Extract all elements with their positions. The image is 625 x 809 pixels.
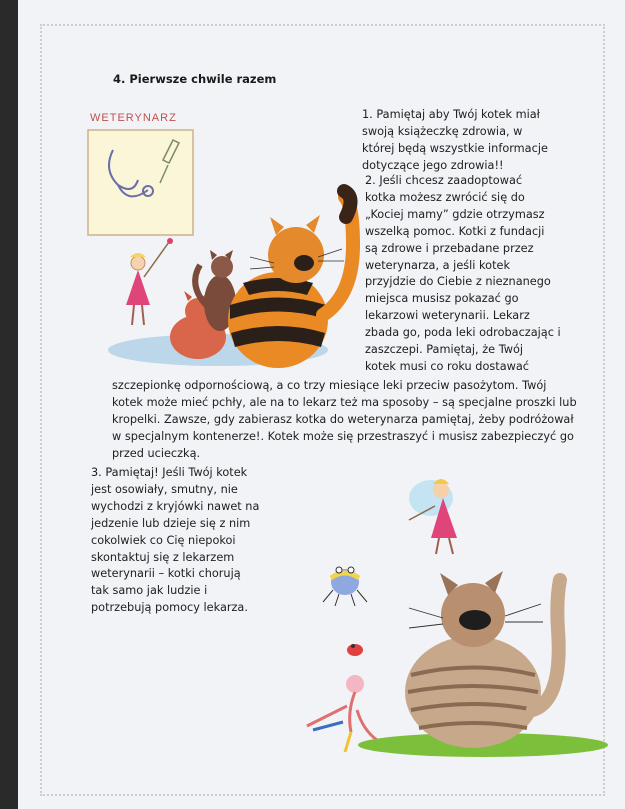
text-line: cokolwiek co Cię niepokoi xyxy=(91,533,236,547)
vet-cats-illustration xyxy=(78,105,368,375)
text-line: kropelki. Zawsze, gdy zabierasz kotka do weterynarza pamiętaj, żeby podróżował xyxy=(112,412,574,426)
paragraph-2-continued xyxy=(112,378,588,463)
text-line: przyjdzie do Ciebie z nieznanego xyxy=(365,275,551,289)
text-line: „Kociej mamy” gdzie otrzymasz xyxy=(365,207,545,221)
text-line: miejsca musisz pokazać go xyxy=(365,292,519,306)
text-line: potrzebują pomocy lekarza. xyxy=(91,601,248,615)
paragraph-3 xyxy=(91,465,274,617)
fairy-dress xyxy=(126,270,150,305)
worm-head xyxy=(346,675,364,693)
text-line: wychodzi z kryjówki nawet na xyxy=(91,499,260,513)
text-line: lekarzowi weterynarii. Lekarz xyxy=(365,309,530,323)
text-line: jest osowiały, smutny, nie xyxy=(91,482,238,496)
tabby-cat-body xyxy=(405,636,541,748)
text-line: 3. Pamiętaj! Jeśli Twój kotek xyxy=(91,466,248,479)
paragraph-1 xyxy=(362,107,588,175)
text-line: jedzenie lub dzieje się z nim xyxy=(91,516,251,530)
text-line: kotek może mieć pchły, ale na to lekarz też ma sposoby – są specjalne proszki lub xyxy=(112,395,577,409)
text-line: dotyczące jego zdrowia!! xyxy=(362,158,504,172)
bug-red-body xyxy=(347,644,363,656)
text-line: szczepionkę odpornościową, a co trzy miesiące leki przeciw pasożytom. Twój xyxy=(112,379,547,392)
text-line: skontaktuj się z lekarzem xyxy=(91,550,235,564)
text-line: tak samo jak ludzie i xyxy=(91,584,208,598)
text-line: przed ucieczką. xyxy=(112,446,201,460)
fairy-bugs-cat-illustration xyxy=(283,470,603,770)
text-line: są zdrowe i przebadane przez xyxy=(365,241,534,255)
striped-cat-head xyxy=(268,227,324,283)
text-line: zbada go, poda leki odrobaczając i xyxy=(365,326,561,340)
text-line: kotka możesz zwrócić się do xyxy=(365,190,525,204)
drawing-label: WETERYNARZ xyxy=(90,112,177,124)
text-line: kotek musi co roku dostawać xyxy=(365,359,530,373)
section-heading: 4. Pierwsze chwile razem xyxy=(113,72,277,86)
text-line: wszelką pomoc. Kotki z fundacji xyxy=(365,224,545,238)
worm-body xyxy=(307,692,377,740)
text-line: swoją książeczkę zdrowia, w xyxy=(362,124,523,138)
text-line: 1. Pamiętaj aby Twój kotek miał xyxy=(362,108,540,121)
text-line: w specjalnym kontenerze!. Kotek może się przestraszyć i musisz zabezpieczyć go xyxy=(112,429,574,443)
paragraph-2 xyxy=(365,173,588,376)
page xyxy=(18,0,625,809)
text-line: której będą wszystkie informacje xyxy=(362,141,548,155)
fairy-head xyxy=(131,256,145,270)
text-line: weterynarii – kotki chorują xyxy=(91,567,241,581)
text-line: zaszczepi. Pamiętaj, że Twój xyxy=(365,343,524,357)
text-line: 2. Jeśli chcesz zaadoptować xyxy=(365,174,523,187)
text-line: weterynarza, a jeśli kotek xyxy=(365,258,510,272)
